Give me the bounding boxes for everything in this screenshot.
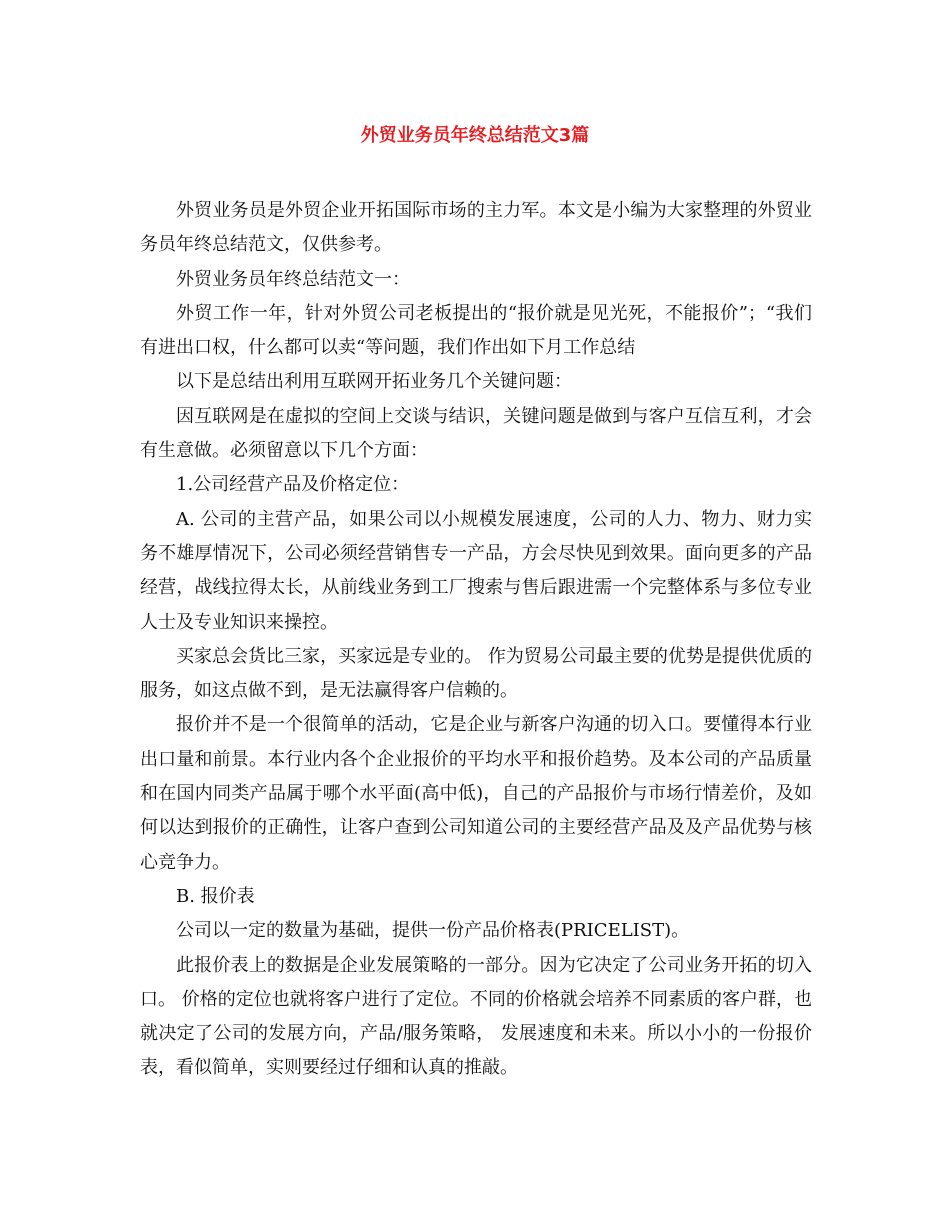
paragraph-intro: 外贸业务员是外贸企业开拓国际市场的主力军。本文是小编为大家整理的外贸业务员年终总结范文，仅供参考。 xyxy=(140,200,812,256)
paragraph-section-b: B. 报价表 xyxy=(176,885,255,907)
paragraph-quotation: 报价并不是一个很简单的活动，它是企业与新客户沟通的切入口。要懂得本行业出口量和前景。本行业内各个企业报价的平均水平和报价趋势。及本公司的产品质量和在国内同类产品属于哪个水平面(高中低)，自己的产品报价与市场行情差价，及如何以达到报价的正确性，让客户查到公司知道公司的主要经营产品及及产品优势与核心竞争力。 xyxy=(140,714,812,873)
document-title: 外贸业务员年终总结范文3篇 xyxy=(360,125,590,146)
paragraph-key-issues: 以下是总结出利用互联网开拓业务几个关键问题： xyxy=(176,371,572,393)
paragraph-internet: 因互联网是在虚拟的空间上交谈与结识，关键问题是做到与客户互信互利，才会有生意做。必须留意以下几个方面： xyxy=(140,405,812,462)
paragraph-section-1: 1.公司经营产品及价格定位： xyxy=(176,474,410,496)
paragraph-strategy: 此报价表上的数据是企业发展策略的一部分。因为它决定了公司业务开拓的切入口。 价格的定位也就将客户进行了定位。不同的价格就会培养不同素质的客户群，也就决定了公司的发展方向，产品/服务策略， 发展速度和未来。所以小小的一份报价表，看似简单，实则要经过仔细和认真的推敲。 xyxy=(140,954,812,1079)
paragraph-heading-one: 外贸业务员年终总结范文一： xyxy=(176,268,410,290)
paragraph-work-summary: 外贸工作一年，针对外贸公司老板提出的“报价就是见光死，不能报价”；“我们有进出口权，什么都可以卖“等问题，我们作出如下月工作总结 xyxy=(140,302,812,359)
document-body xyxy=(140,194,812,1086)
paragraph-buyers: 买家总会货比三家，买家远是专业的。 作为贸易公司最主要的优势是提供优质的服务，如这点做不到，是无法赢得客户信赖的。 xyxy=(140,645,812,702)
paragraph-section-a: A. 公司的主营产品，如果公司以小规模发展速度，公司的人力、物力、财力实务不雄厚情况下，公司必须经营销售专一产品，方会尽快见到效果。面向更多的产品经营，战线拉得太长，从前线业务到工厂搜索与售后跟进需一个完整体系与多位专业人士及专业知识来操控。 xyxy=(140,508,812,633)
paragraph-pricelist: 公司以一定的数量为基础，提供一份产品价格表(PRICELIST)。 xyxy=(176,920,690,942)
